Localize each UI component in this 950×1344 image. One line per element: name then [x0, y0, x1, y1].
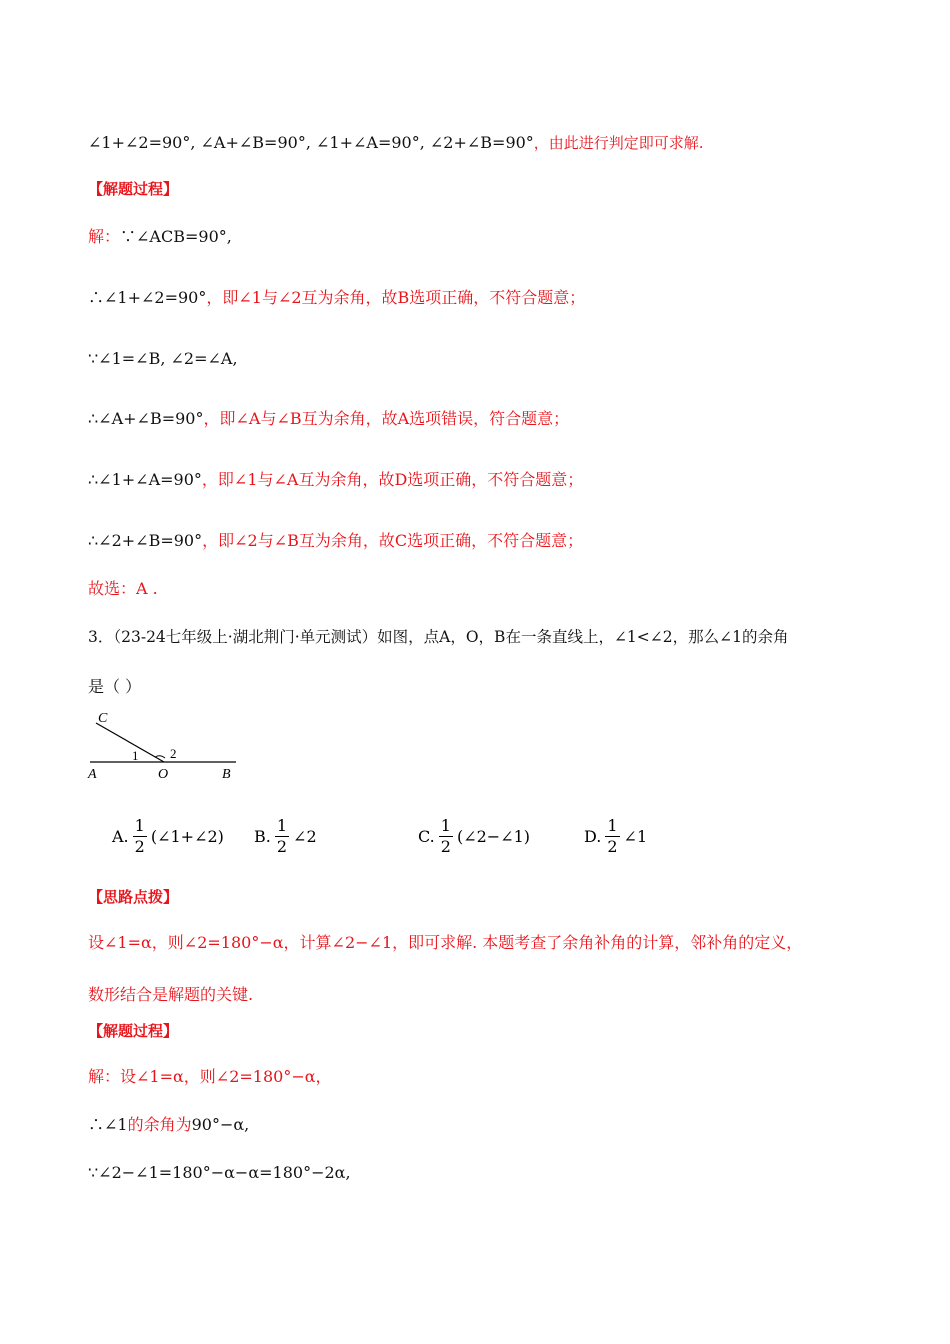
option-c-expr: (∠2−∠1): [456, 826, 531, 846]
option-b-fraction: $\frac{1}{2}$: [276, 815, 288, 856]
sol2-line2: [88, 1114, 249, 1136]
ray-oc: [96, 723, 164, 762]
option-b[interactable]: [254, 812, 317, 860]
top-formula-line: [88, 132, 704, 154]
sol1-l5-formula: ∴∠1+∠A=90°: [88, 470, 202, 489]
option-a-fraction: $\frac{1}{2}$: [134, 815, 145, 856]
sol1-line1: [88, 226, 232, 248]
option-a-expr: (∠1+∠2): [150, 826, 224, 846]
option-b-expr: ∠2: [293, 826, 317, 846]
sol2-l2-c: 90°−α,: [191, 1115, 250, 1134]
sol2-l2-b: 的余角为: [127, 1115, 192, 1134]
sol1-l6-formula: ∴∠2+∠B=90°: [88, 531, 203, 550]
option-b-label: B.: [254, 826, 271, 846]
sol1-line3: [88, 348, 238, 370]
option-d-fraction: $\frac{1}{2}$: [607, 815, 618, 856]
option-a[interactable]: [112, 812, 224, 860]
option-c[interactable]: [418, 812, 530, 860]
option-a-label: A.: [112, 826, 129, 846]
sol1-line2: [88, 287, 585, 309]
sol1-l6-text: ，即∠2与∠B互为余角，故C选项正确，不符合题意；: [202, 531, 584, 550]
sol2-l2-a: ∴∠1: [88, 1115, 128, 1134]
sol1-l2-formula: ∴∠1+∠2=90°: [88, 288, 207, 307]
sol2-line1: 解：设∠1=α，则∠2=180°−α，: [88, 1067, 332, 1086]
sol1-l4-text: ，即∠A与∠B互为余角，故A选项错误，符合题意；: [203, 409, 570, 428]
option-c-label: C.: [418, 826, 435, 846]
q3-line2: 是（ ）: [88, 677, 142, 696]
sol1-prefix: 解：: [88, 227, 121, 246]
label-c: C: [98, 711, 108, 726]
sol1-line4: [88, 408, 569, 430]
sol1-l1-formula: ∵∠ACB=90°,: [120, 227, 232, 246]
label-b: B: [222, 767, 231, 782]
hint-line1: 设∠1=α，则∠2=180°−α，计算∠2−∠1，即可求解. 本题考查了余角补角的计算，邻补角的定义，: [88, 933, 803, 952]
sol1-l3-formula: ∵∠1=∠B, ∠2=∠A,: [88, 349, 238, 368]
hint-line2: 数形结合是解题的关键.: [88, 985, 254, 1004]
label-angle-1: 1: [132, 748, 139, 763]
option-d-expr: ∠1: [623, 826, 648, 846]
label-angle-2: 2: [170, 746, 177, 761]
option-d[interactable]: [584, 812, 647, 860]
solution-heading-1: 【解题过程】: [88, 180, 179, 198]
solution-heading-2: 【解题过程】: [88, 1022, 179, 1040]
q3-line1: 3．（23-24七年级上·湖北荆门·单元测试）如图，点A，O，B在一条直线上，∠1<∠2，那么∠1的余角: [88, 628, 789, 646]
sol1-l4-formula: ∴∠A+∠B=90°: [88, 409, 204, 428]
sol1-answer: 故选：A .: [88, 579, 158, 598]
option-c-fraction: $\frac{1}{2}$: [440, 815, 451, 856]
hint-heading: 【思路点拨】: [88, 888, 179, 906]
sol1-l2-text: ，即∠1与∠2互为余角，故B选项正确，不符合题意；: [206, 288, 586, 307]
sol1-line5: [88, 469, 583, 491]
sol1-l5-text: ，即∠1与∠A互为余角，故D选项正确，不符合题意；: [201, 470, 584, 489]
option-d-label: D.: [584, 826, 602, 846]
top-tail: ，由此进行判定即可求解.: [533, 134, 704, 152]
label-a: A: [88, 767, 97, 782]
sol2-line3: ∵∠2−∠1=180°−α−α=180°−2α,: [88, 1163, 351, 1182]
top-formula: ∠1+∠2=90°, ∠A+∠B=90°, ∠1+∠A=90°, ∠2+∠B=90°: [88, 133, 534, 152]
label-o: O: [158, 767, 169, 782]
sol1-line6: [88, 530, 583, 552]
geometry-figure: [84, 706, 244, 786]
